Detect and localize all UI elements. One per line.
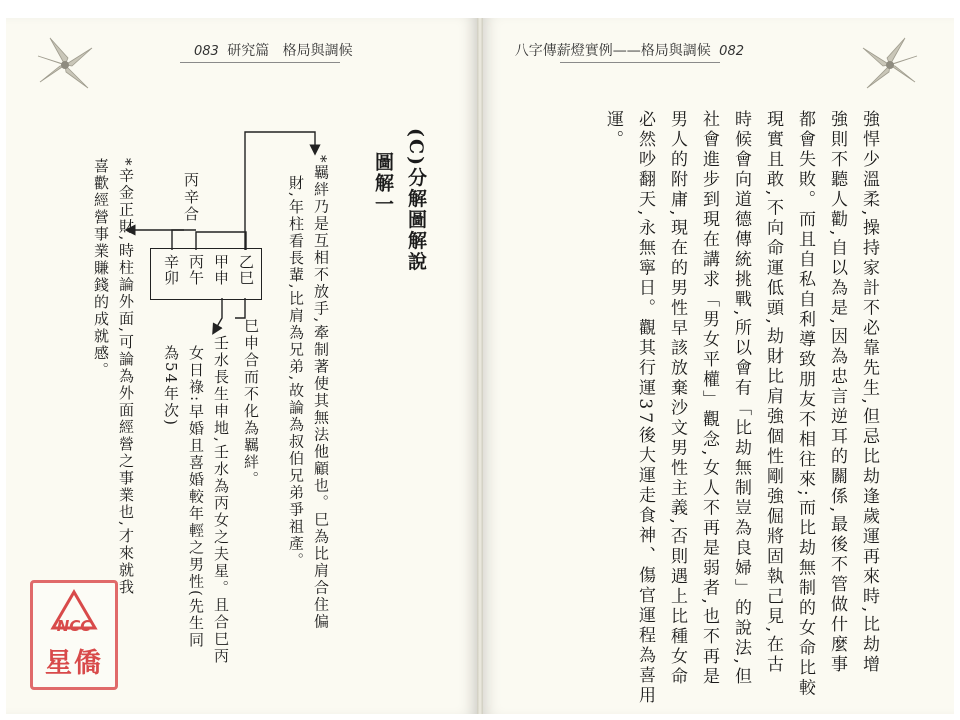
body-column-1: 強悍少溫柔,操持家計不必靠先生,但忌比劫逢歲運再來時,比劫增 — [859, 110, 879, 676]
note-ren-shui-line-3: 為54年次) — [162, 345, 180, 427]
diagram-title: 圖解一 — [372, 152, 394, 215]
left-header-section: 研究篇 — [227, 43, 270, 59]
body-column-2: 強則不聽人勸,自以為是,因為忠言逆耳的關係,最後不管做什麼事 — [827, 110, 847, 676]
pillar-month: 甲申 — [212, 254, 230, 286]
pillar-hour: 辛卯 — [162, 254, 180, 286]
stamp-name-text: 星僑 — [45, 648, 103, 679]
note-ren-shui-line-2: 女日祿:早婚且喜婚較年輕之男性(先生同 — [187, 345, 205, 649]
body-column-7: 男人的附庸,現在的男性早該放棄沙文男性主義,否則遇上比種女命 — [667, 110, 687, 687]
ncc-stamp-logo — [30, 580, 118, 690]
body-column-4: 現實且敢,不向命運低頭,劫財比肩強個性剛強倔將固執己見,在古 — [763, 110, 783, 676]
body-column-3: 都會失敗。而且自私自利導致朋友不相往來;而比劫無制的女命比較 — [795, 110, 815, 699]
right-page-number: 082 — [719, 44, 744, 59]
body-column-6: 社會進步到現在講求「男女平權」觀念,女人不再是弱者,也不再是 — [699, 110, 719, 687]
right-header-rule — [560, 62, 720, 63]
flower-ornament-icon — [855, 30, 925, 100]
flower-ornament-icon — [30, 30, 100, 100]
right-header-title: 八字傳薪燈實例——格局與調候 — [514, 43, 711, 59]
body-column-5: 時候會向道德傳統挑戰,所以會有「比劫無制豈為良婦」的說法,但 — [731, 110, 751, 687]
note-ji-ban-line-2: 財,年柱看長輩,比肩為兄弟,故論為叔伯兄弟爭祖產。 — [287, 175, 305, 570]
right-running-header — [515, 40, 748, 60]
note-ji-ban-line-1: *羈絆乃是互相不放手,牽制著使其無法他顧也。巳為比肩合住偏 — [312, 155, 330, 631]
note-xin-jin-line-2: 喜歡經營事業賺錢的成就感。 — [92, 158, 110, 379]
pillar-day: 丙午 — [187, 254, 205, 286]
left-page-number: 083 — [194, 44, 219, 59]
section-heading: (C)分解圖解說 — [405, 128, 427, 273]
body-column-8: 必然吵翻天,永無寧日。觀其行運37後大運走食神、傷官運程為喜用 — [635, 110, 655, 707]
note-ren-shui-line-1: 壬水長生申地,壬水為丙女之夫星。且合巳丙 — [212, 335, 230, 665]
label-bing-xin-he: 丙辛合 — [182, 172, 200, 223]
note-si-shen: 巳申合而不化為羈絆。 — [242, 318, 260, 488]
body-column-9: 運。 — [603, 110, 623, 150]
left-running-header — [190, 40, 353, 60]
left-header-chapter: 格局與調候 — [282, 43, 353, 59]
stamp-ncc-text: NCC — [56, 617, 92, 635]
pillar-year: 乙巳 — [237, 254, 255, 286]
note-xin-jin-line-1: *辛金正財,時柱論外面,可論為外面經營之事業也,才來就我 — [117, 158, 135, 596]
left-header-rule — [180, 62, 340, 63]
